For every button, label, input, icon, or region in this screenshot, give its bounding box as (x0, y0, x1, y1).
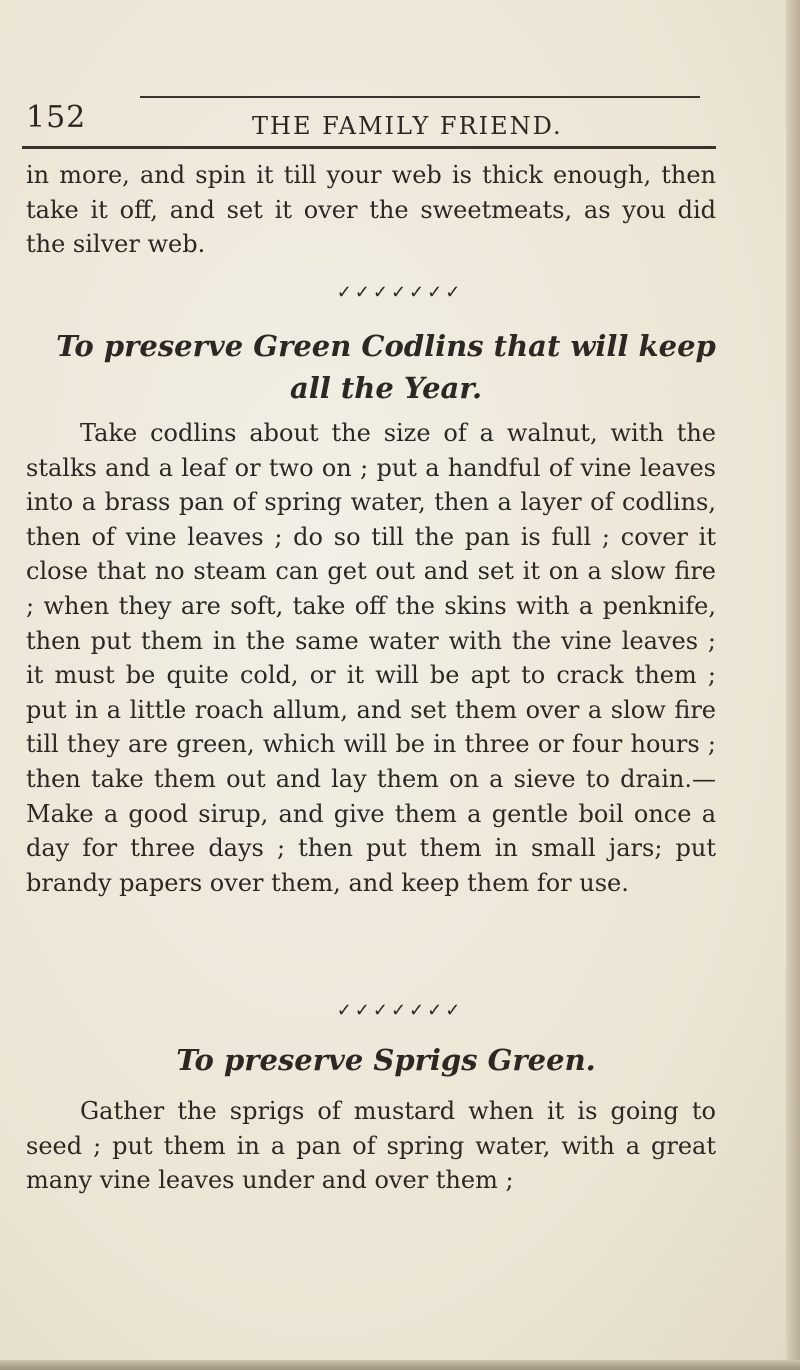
recipe-1-paragraph: Take codlins about the size of a walnut, with the stalks and a leaf or two on ; put a handful of vine leaves into a brass pan of spring water, then a layer of codlins, then of vine leaves ; do so till the pan is full ; cover it close that no steam can get out and set it on a slow fire ; when they are soft, take off the skins with a penknife, then put them in the same water with the vine leaves ; it must be quite cold, or it will be apt to crack them ; put in a little roach allum, and set them over a slow fire till they are green, which will be in three or four hours ; then take them out and lay them on a sieve to drain.—Make a good sirup, and give them a gentle boil once a day for three days ; then put them in small jars; put brandy papers over them, and keep them for use. (26, 419, 716, 897)
recipe-2-paragraph: Gather the sprigs of mustard when it is going to seed ; put them in a pan of spring water, with a great many vine leaves under and over them ; (26, 1097, 716, 1195)
intro-paragraph: in more, and spin it till your web is thick enough, then take it off, and set it over the sweetmeats, as you did the silver web. (26, 161, 716, 259)
header-rule (22, 146, 716, 149)
page-number: 152 (26, 100, 87, 135)
ornament-divider-1: ✓✓✓✓✓✓✓ (336, 282, 464, 303)
recipe-2-title: To preserve Sprigs Green. (176, 1043, 596, 1077)
running-head: THE FAMILY FRIEND. (252, 112, 563, 140)
page-edge-right (786, 0, 800, 1370)
top-rule (140, 96, 700, 98)
recipe-1-title-line2: all the Year. (289, 371, 483, 405)
ornament-divider-2: ✓✓✓✓✓✓✓ (336, 1000, 464, 1021)
page-edge-bottom (0, 1360, 800, 1370)
recipe-1-title-line1: To preserve Green Codlins that will keep (56, 329, 716, 363)
